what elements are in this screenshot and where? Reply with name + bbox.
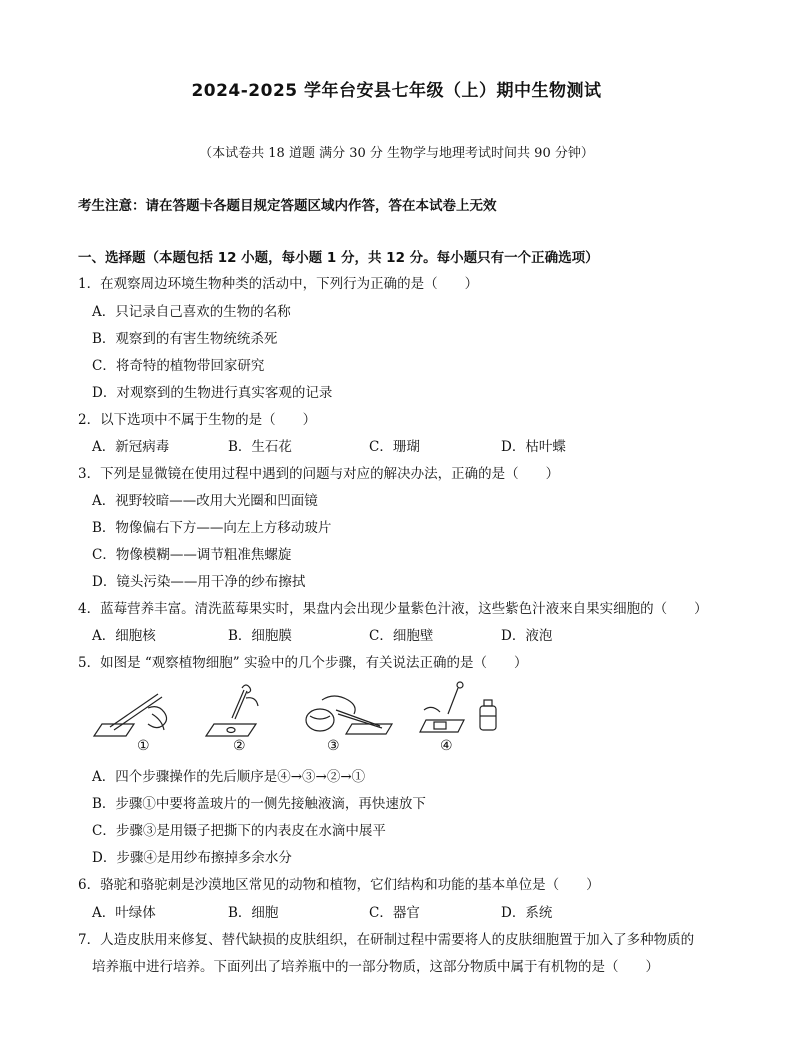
question-3-option-a: A．视野较暗——改用大光圈和凹面镜 — [92, 493, 318, 509]
question-1-option-c: C．将奇特的植物带回家研究 — [92, 358, 265, 374]
question-6-stem: 6．骆驼和骆驼刺是沙漠地区常见的动物和植物，它们结构和功能的基本单位是（ ） — [78, 877, 600, 893]
question-5-option-c: C．步骤③是用镊子把撕下的内表皮在水滴中展平 — [92, 823, 386, 839]
step-1-illustration — [94, 694, 167, 736]
step-2-illustration — [206, 685, 258, 736]
figure-label-3: ③ — [327, 738, 340, 754]
figure-label-4: ④ — [440, 738, 453, 754]
question-4-option-c: C．细胞壁 — [369, 628, 434, 644]
question-2-option-d: D．枯叶蝶 — [501, 439, 566, 455]
question-4-stem: 4．蓝莓营养丰富。清洗蓝莓果实时，果盘内会出现少量紫色汁液，这些紫色汁液来自果实细胞的（ ） — [78, 601, 708, 617]
question-1-option-d: D．对观察到的生物进行真实客观的记录 — [92, 385, 333, 401]
question-6-option-a: A．叶绿体 — [92, 905, 156, 921]
question-2-stem: 2．以下选项中不属于生物的是（ ） — [78, 412, 317, 428]
question-4-option-d: D．液泡 — [501, 628, 553, 644]
question-6-option-c: C．器官 — [369, 905, 420, 921]
step-3-illustration — [306, 696, 392, 734]
question-3-option-d: D．镜头污染——用干净的纱布擦拭 — [92, 574, 306, 590]
candidate-notice: 考生注意：请在答题卡各题目规定答题区域内作答，答在本试卷上无效 — [78, 198, 497, 214]
question-1-option-b: B．观察到的有害生物统统杀死 — [92, 331, 278, 347]
question-5-stem: 5．如图是 “观察植物细胞” 实验中的几个步骤，有关说法正确的是（ ） — [78, 655, 528, 671]
question-1-option-a: A．只记录自己喜欢的生物的名称 — [92, 304, 291, 320]
section-heading: 一、选择题（本题包括 12 小题，每小题 1 分，共 12 分。每小题只有一个正确选项） — [78, 250, 599, 266]
question-3-stem: 3．下列是显微镜在使用过程中遇到的问题与对应的解决办法，正确的是（ ） — [78, 466, 560, 482]
question-7-stem: 7．人造皮肤用来修复、替代缺损的皮肤组织，在研制过程中需要将人的皮肤细胞置于加入了多种物质的 — [78, 932, 695, 948]
exam-title: 2024-2025 学年台安县七年级（上）期中生物测试 — [191, 81, 602, 101]
figure-label-2: ② — [233, 738, 246, 754]
exam-subtitle: （本试卷共 18 道题 满分 30 分 生物学与地理考试时间共 90 分钟） — [199, 146, 594, 161]
question-3-option-b: B．物像偏右下方——向左上方移动玻片 — [92, 520, 332, 536]
question-6-option-d: D．系统 — [501, 905, 553, 921]
question-4-option-a: A．细胞核 — [92, 628, 156, 644]
question-5-option-d: D．步骤④是用纱布擦掉多余水分 — [92, 850, 292, 866]
figure-label-1: ① — [137, 738, 150, 754]
question-2-option-b: B．生石花 — [228, 439, 292, 455]
step-4-illustration — [420, 682, 496, 732]
question-3-option-c: C．物像模糊——调节粗准焦螺旋 — [92, 547, 292, 563]
question-2-option-c: C．珊瑚 — [369, 439, 420, 455]
question-7-stem-continued: 培养瓶中进行培养。下面列出了培养瓶中的一部分物质，这部分物质中属于有机物的是（ ） — [92, 959, 659, 975]
question-5-option-a: A．四个步骤操作的先后顺序是④→③→②→① — [92, 769, 366, 785]
question-4-option-b: B．细胞膜 — [228, 628, 292, 644]
question-1-stem: 1．在观察周边环境生物种类的活动中，下列行为正确的是（ ） — [78, 276, 479, 292]
question-6-option-b: B．细胞 — [228, 905, 279, 921]
question-2-option-a: A．新冠病毒 — [92, 439, 170, 455]
question-5-option-b: B．步骤①中要将盖玻片的一侧先接触液滴，再快速放下 — [92, 796, 426, 812]
